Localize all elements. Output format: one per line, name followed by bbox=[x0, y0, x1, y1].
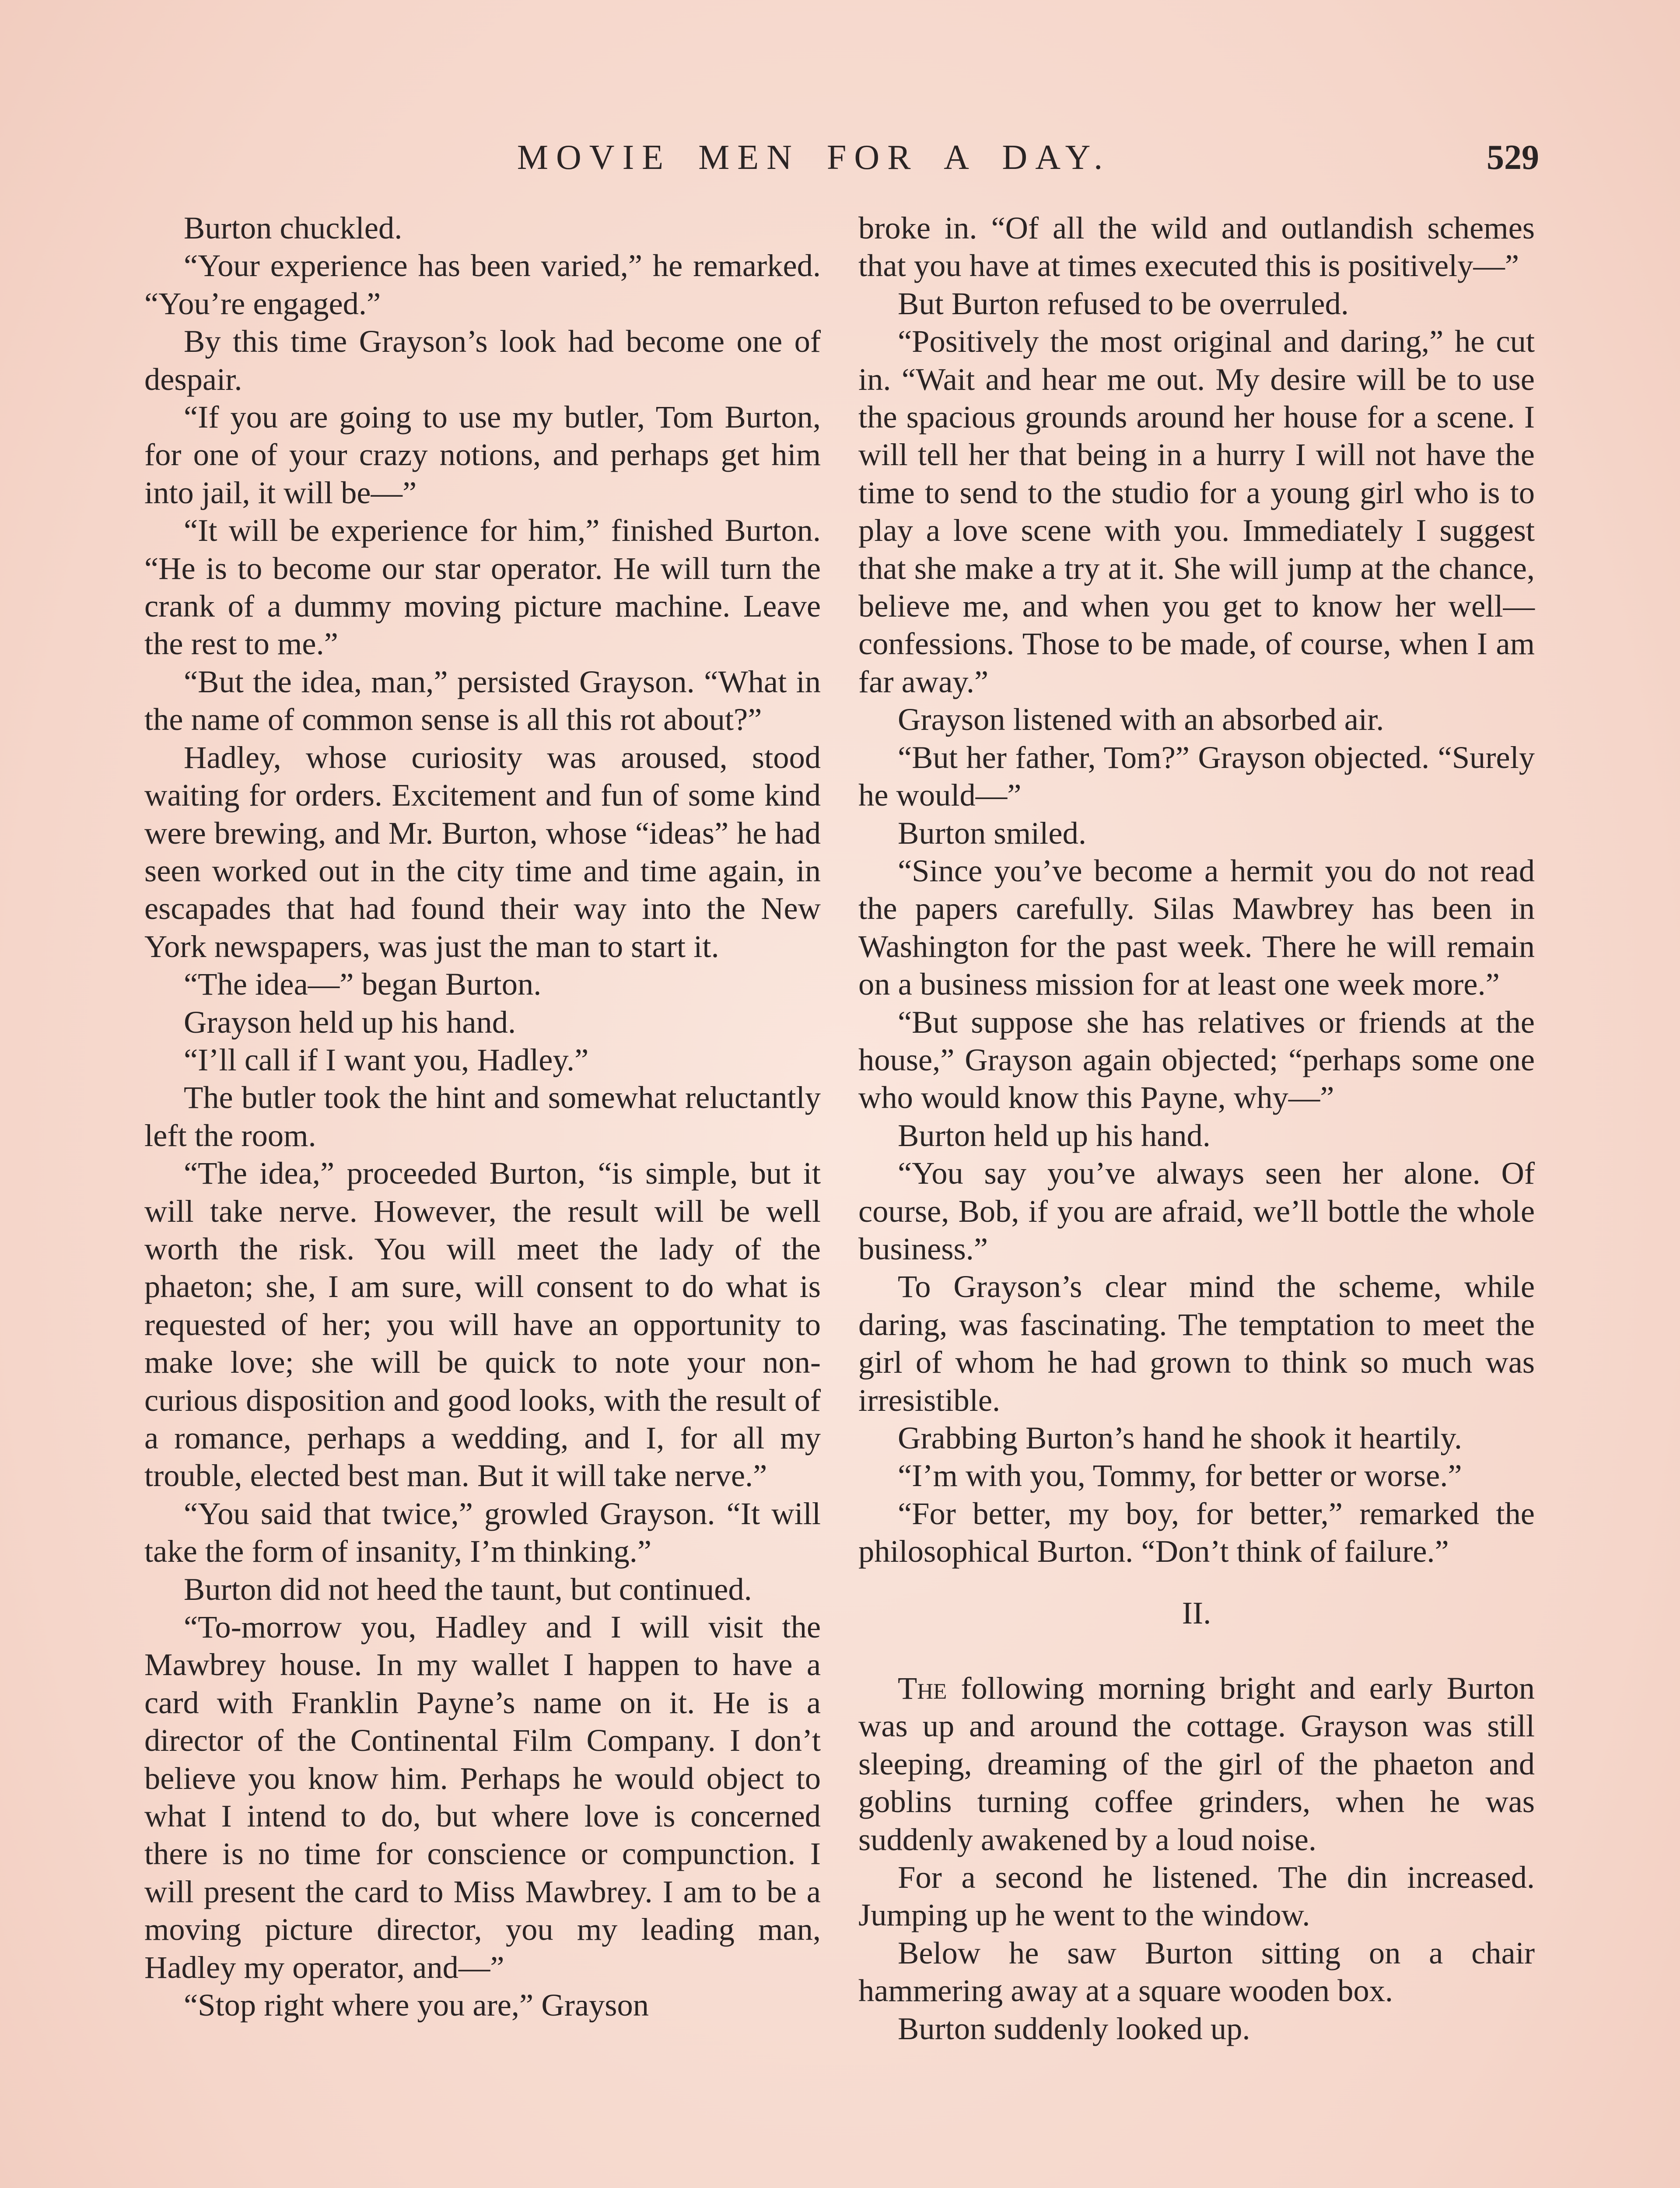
section-heading: II. bbox=[1182, 1595, 1211, 1630]
paragraph: Burton suddenly looked up. bbox=[898, 2010, 1250, 2046]
paragraph: “The idea,” proceeded Burton, “is simple, but it will take nerve. However, the result will be well worth the risk. You will meet the lady of the phaeton; she, I am sure, will consent to do what is requested of her; you will have an opportunity to make love; she will be quick to note your non-curious disposition and good looks, with the result of a romance, perhaps a wedding, and I, for all my trouble, elected best man. But it will take nerve.” bbox=[144, 1155, 821, 1494]
running-title: MOVIE MEN FOR A DAY. bbox=[517, 138, 1111, 177]
paragraph-continued: broke in. “Of all the wild and outlandish schemes that you have at times executed this is positively—” bbox=[858, 210, 1535, 284]
paragraph: “If you are going to use my butler, Tom Burton, for one of your crazy notions, and perhaps get him into jail, it will be—” bbox=[144, 399, 821, 510]
paragraph: “I’m with you, Tommy, for better or worse.” bbox=[898, 1458, 1462, 1494]
left-column bbox=[144, 209, 821, 2024]
paragraph: “It will be experience for him,” finished Burton. “He is to become our star operator. He will turn the crank of a dummy moving picture machine. Leave the rest to me.” bbox=[144, 512, 821, 662]
right-column bbox=[858, 209, 1535, 2048]
paragraph: Burton chuckled. bbox=[184, 210, 402, 245]
paragraph: “For better, my boy, for better,” remarked the philosophical Burton. “Don’t think of failure.” bbox=[858, 1495, 1535, 1569]
section-first-word: The bbox=[898, 1670, 947, 1706]
paragraph: “Positively the most original and daring,” he cut in. “Wait and hear me out. My desire will be to use the spacious grounds around her house for a scene. I will tell her that being in a hurry I will not have the time to send to the studio for a young girl who is to play a love scene with you. Immediately I suggest that she make a try at it. She will jump at the chance, believe me, and when you get to know her well—confessions. Those to be made, of course, when I am far away.” bbox=[858, 323, 1535, 699]
paragraph: “But her father, Tom?” Grayson objected. “Surely he would—” bbox=[858, 739, 1535, 813]
paragraph: “To-morrow you, Hadley and I will visit the Mawbrey house. In my wallet I happen to have a card with Franklin Payne’s name on it. He is a director of the Continental Film Company. I don’t believe you know him. Perhaps he would object to what I intend to do, but where love is concerned there is no time for conscience or compunction. I will present the card to Miss Mawbrey. I am to be a moving picture director, you my leading man, Hadley my operator, and—” bbox=[144, 1609, 821, 1985]
paragraph: “But suppose she has relatives or friends at the house,” Grayson again objected; “perhaps some one who would know this Payne, why—” bbox=[858, 1004, 1535, 1115]
paragraph: “I’ll call if I want you, Hadley.” bbox=[184, 1041, 589, 1077]
paragraph: But Burton refused to be overruled. bbox=[898, 285, 1349, 321]
section-opening-text: following morning bright and early Burton was up and around the cottage. Grayson was still sleeping, dreaming of the girl of the phaeton and goblins turning coffee grinders, when he was suddenly awakened by a loud noise. bbox=[858, 1670, 1535, 1857]
paragraph: For a second he listened. The din increased. Jumping up he went to the window. bbox=[858, 1859, 1535, 1933]
paragraph: Burton smiled. bbox=[898, 815, 1086, 851]
paragraph: The butler took the hint and somewhat reluctantly left the room. bbox=[144, 1080, 821, 1153]
paragraph: Below he saw Burton sitting on a chair hammering away at a square wooden box. bbox=[858, 1935, 1535, 2009]
paragraph: “But the idea, man,” persisted Grayson. “What in the name of common sense is all this rot about?” bbox=[144, 663, 821, 737]
section-opening-paragraph bbox=[858, 1669, 1535, 1858]
paragraph: To Grayson’s clear mind the scheme, while daring, was fascinating. The temptation to meet the girl of whom he had grown to think so much was irresistible. bbox=[858, 1269, 1535, 1418]
paragraph: “Since you’ve become a hermit you do not read the papers carefully. Silas Mawbrey has been in Washington for the past week. There he will remain on a business mission for at least one week more.” bbox=[858, 852, 1535, 1002]
paragraph: Burton held up his hand. bbox=[898, 1117, 1211, 1153]
paragraph: Grayson listened with an absorbed air. bbox=[898, 701, 1384, 737]
paragraph: “The idea—” began Burton. bbox=[184, 966, 542, 1002]
paragraph: “Your experience has been varied,” he remarked. “You’re engaged.” bbox=[144, 248, 821, 321]
paragraph: “You said that twice,” growled Grayson. “It will take the form of insanity, I’m thinking.” bbox=[144, 1495, 821, 1569]
paragraph: Grayson held up his hand. bbox=[184, 1004, 516, 1040]
page-number: 529 bbox=[1487, 138, 1539, 177]
paragraph: Burton did not heed the taunt, but continued. bbox=[184, 1571, 752, 1607]
paragraph: Grabbing Burton’s hand he shook it heartily. bbox=[898, 1420, 1463, 1455]
paragraph: By this time Grayson’s look had become one of despair. bbox=[144, 323, 821, 397]
paragraph: “Stop right where you are,” Grayson bbox=[184, 1987, 649, 2023]
page-header bbox=[0, 133, 1680, 182]
paragraph: Hadley, whose curiosity was aroused, stood waiting for orders. Excitement and fun of some kind were brewing, and Mr. Burton, whose “ideas” he had seen worked out in the city time and time again, in escapades that had found their way into the New York newspapers, was just the man to start it. bbox=[144, 739, 821, 964]
paragraph: “You say you’ve always seen her alone. Of course, Bob, if you are afraid, we’ll bottle the whole business.” bbox=[858, 1155, 1535, 1266]
